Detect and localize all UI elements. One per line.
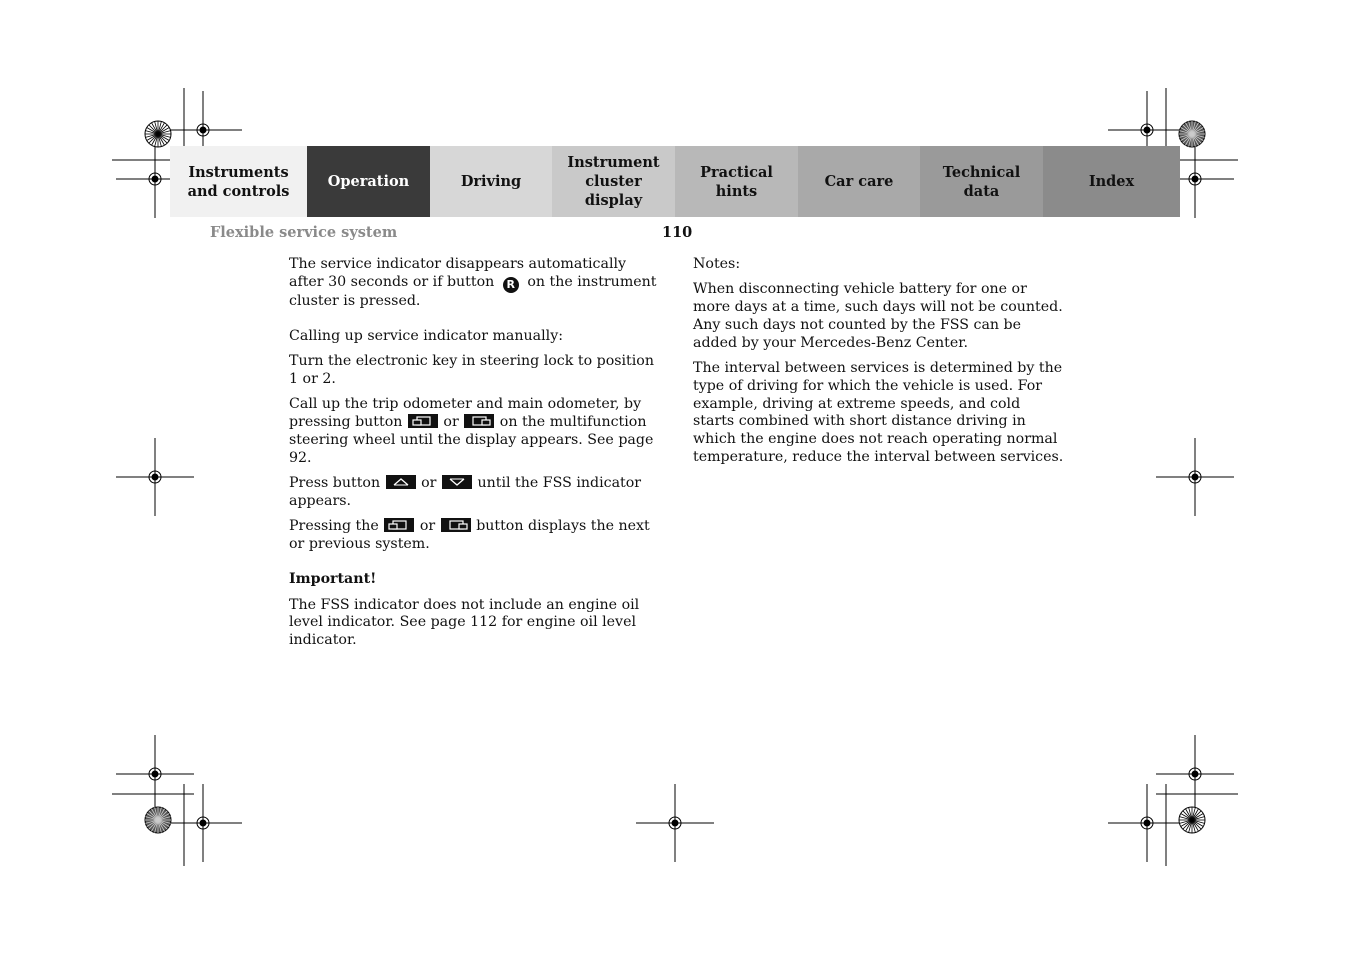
text: Call up the trip odometer and main odometer, by pressing button <box>289 396 642 431</box>
rosette-mark <box>145 121 171 147</box>
crosshair-mark <box>164 784 242 862</box>
paragraph: The FSS indicator does not include an engine oil level indicator. See page 112 for engine oil level indicator. <box>289 596 640 649</box>
text: or <box>443 414 459 431</box>
paragraph <box>289 396 659 467</box>
rosette-mark <box>1179 121 1205 147</box>
note-paragraph: The interval between services is determined by the type of driving for which the vehicle is used. For example, driving at extreme speeds, and cold starts combined with short distance driving in which the engine does not reach operating normal temperature, reduce the interval between services. <box>693 359 1064 465</box>
arrow-up-button-icon <box>386 475 416 489</box>
crosshair-mark <box>116 735 194 813</box>
important-heading: Important! <box>289 571 377 588</box>
r-button-icon: R <box>503 277 519 293</box>
rosette-mark <box>1179 807 1205 833</box>
display-next-icon <box>408 414 438 428</box>
text: or <box>419 518 436 535</box>
tab-practical-hints[interactable]: Practical hints <box>675 146 798 217</box>
text: Press button <box>289 475 381 492</box>
rosette-mark <box>145 807 171 833</box>
text: button displays the next or previous system. <box>289 518 650 553</box>
tab-instrument-cluster-display[interactable]: Instrument cluster display <box>552 146 675 217</box>
crosshair-mark <box>1108 784 1186 862</box>
paragraph: Calling up service indicator manually: <box>289 328 563 345</box>
section-title: Flexible service system <box>210 224 398 241</box>
note-paragraph: When disconnecting vehicle battery for one or more days at a time, such days will not be counted. Any such days not counted by the FSS can be added by your Mercedes-Benz Center. <box>693 281 1063 351</box>
paragraph <box>289 518 659 554</box>
tab-instruments-and-controls[interactable]: Instruments and controls <box>170 146 307 217</box>
arrow-down-button-icon <box>442 475 472 489</box>
right-column <box>693 256 1065 474</box>
page-number: 110 <box>662 224 693 241</box>
display-prev-icon <box>464 414 494 428</box>
text: until the FSS indicator appears. <box>289 475 642 509</box>
paragraph <box>289 475 659 511</box>
crosshair-mark <box>1156 438 1234 516</box>
tab-operation[interactable]: Operation <box>307 146 430 217</box>
display-prev-icon <box>441 518 471 532</box>
crosshair-mark <box>636 784 714 862</box>
text: on the multifunction steering wheel until the display appears. See page 92. <box>289 414 654 466</box>
paragraph <box>289 256 659 311</box>
crosshair-mark <box>116 438 194 516</box>
tab-technical-data[interactable]: Technical data <box>920 146 1043 217</box>
crosshair-mark <box>1156 735 1234 813</box>
text: or <box>421 475 437 492</box>
tab-index[interactable]: Index <box>1043 146 1180 217</box>
left-column <box>289 256 659 658</box>
text: Pressing the <box>289 518 379 535</box>
paragraph: Turn the electronic key in steering lock to position 1 or 2. <box>289 353 654 388</box>
tab-driving[interactable]: Driving <box>430 146 552 217</box>
display-next-icon <box>384 518 414 532</box>
text: on the instrument cluster is pressed. <box>289 273 657 309</box>
tab-car-care[interactable]: Car care <box>798 146 920 217</box>
notes-heading: Notes: <box>693 256 741 272</box>
text: The service indicator disappears automatically after 30 seconds or if button <box>289 256 627 290</box>
chapter-tabs <box>170 146 1180 217</box>
